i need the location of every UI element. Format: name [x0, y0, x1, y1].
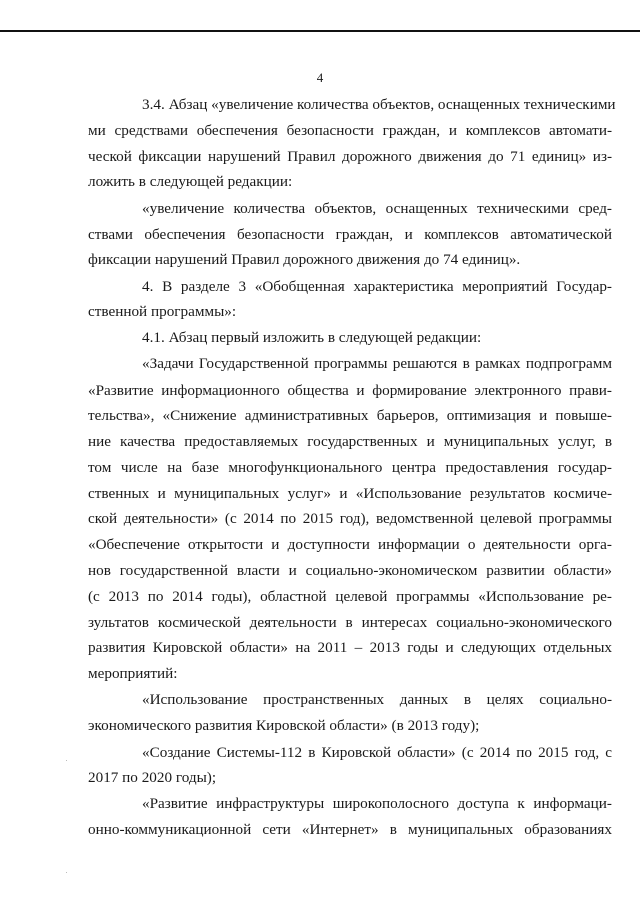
- text-line: «Развитие инфраструктуры широкополосного доступа к информаци-: [142, 795, 612, 812]
- page-number: 4: [316, 70, 324, 85]
- text-line: мероприятий:: [88, 665, 178, 682]
- text-line: ственной программы»:: [88, 303, 237, 320]
- text-line: «Обеспечение открытости и доступности информации о деятельности орга-: [88, 536, 612, 553]
- text-line: фиксации нарушений Правил дорожного движения до 74 единиц».: [88, 251, 521, 268]
- text-line: «Создание Системы-112 в Кировской области» (с 2014 по 2015 год, с: [142, 744, 612, 761]
- text-line: развития Кировской области» на 2011 – 2013 годы и следующих отдельных: [88, 639, 612, 656]
- text-line: «Развитие информационного общества и формирование электронного прави-: [88, 382, 612, 399]
- text-line: ми средствами обеспечения безопасности граждан, и комплексов автомати-: [88, 122, 612, 139]
- text-line: тельства», «Снижение административных барьеров, оптимизация и повыше-: [88, 407, 612, 424]
- text-line: зультатов космической деятельности в интересах социально-экономического: [88, 614, 612, 631]
- text-line: ложить в следующей редакции:: [88, 173, 293, 190]
- text-line: экономического развития Кировской области» (в 2013 году);: [88, 717, 480, 734]
- scan-speck: [66, 872, 67, 873]
- text-line: (с 2013 по 2014 годы), областной целевой программы «Использование ре-: [88, 588, 612, 605]
- text-line: ской деятельности» (с 2014 по 2015 год), ведомственной целевой программы: [88, 510, 612, 527]
- top-rule: [0, 30, 640, 32]
- text-line: «увеличение количества объектов, оснащенных техническими сред-: [142, 200, 612, 217]
- scan-speck: [66, 760, 67, 761]
- text-line: 4.1. Абзац первый изложить в следующей редакции:: [142, 329, 482, 346]
- text-line: ческой фиксации нарушений Правил дорожного движения до 71 единиц» из-: [88, 148, 612, 165]
- text-line: 2017 по 2020 годы);: [88, 769, 217, 786]
- text-line: «Задачи Государственной программы решаются в рамках подпрограмм: [142, 355, 612, 372]
- text-line: ственных и муниципальных услуг» и «Использование результатов космиче-: [88, 485, 612, 502]
- text-line: ние качества предоставляемых государственных и муниципальных услуг, в: [88, 433, 612, 450]
- text-line: «Использование пространственных данных в целях социально-: [142, 691, 612, 708]
- text-line: 4. В разделе 3 «Обобщенная характеристика мероприятий Государ-: [142, 278, 612, 295]
- text-line: 3.4. Абзац «увеличение количества объектов, оснащенных техническими: [142, 96, 616, 113]
- text-line: том числе на базе многофункционального центра предоставления государ-: [88, 459, 612, 476]
- text-line: нов государственной власти и социально-экономическом развитии области»: [88, 562, 612, 579]
- text-line: ствами обеспечения безопасности граждан, и комплексов автоматической: [88, 226, 612, 243]
- text-line: онно-коммуникационной сети «Интернет» в муниципальных образованиях: [88, 821, 612, 838]
